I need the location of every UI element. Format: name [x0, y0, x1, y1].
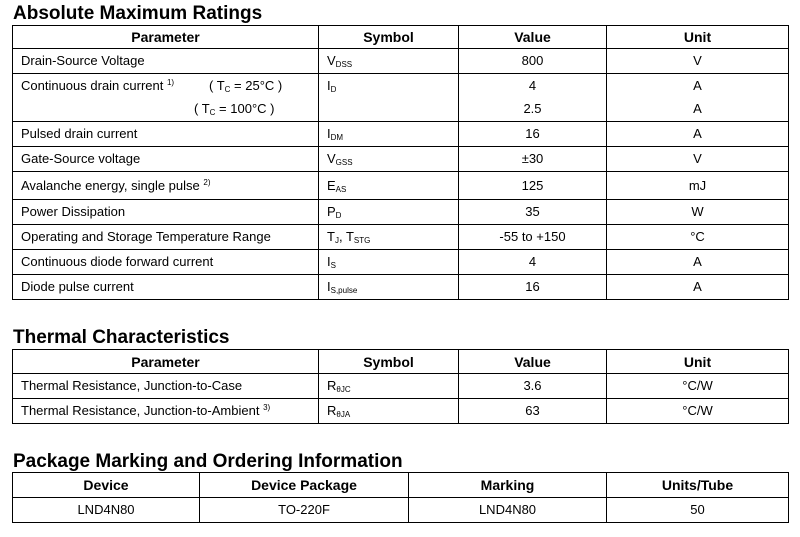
symbol-cell: $E_{AS}$: [319, 172, 459, 200]
header-parameter: Parameter: [13, 350, 319, 374]
amr-header-row: [13, 26, 789, 49]
header-value: Value: [459, 350, 607, 374]
header-device-package: Device Package: [200, 473, 409, 498]
unit-cell: mJ: [607, 172, 789, 200]
value-cell: 125: [459, 172, 607, 200]
units-cell: 50: [607, 498, 789, 523]
unit-cell: °C/W: [607, 399, 789, 424]
value-cell: ±30: [459, 147, 607, 172]
param-cell: Diode pulse current: [13, 275, 319, 300]
symbol-cell: $I_D$: [319, 74, 459, 98]
param-cell: Gate-Source voltage: [13, 147, 319, 172]
condition-label: ( $T_C = 25^\circ C$ ): [209, 78, 283, 94]
value-cell: 63: [459, 399, 607, 424]
value-cell: 16: [459, 122, 607, 147]
symbol-cell: $V_{GSS}$: [319, 147, 459, 172]
value-cell: 16: [459, 275, 607, 300]
table-row: [13, 122, 789, 147]
table-row: [13, 172, 789, 200]
condition-label: ( $T_C = 100^\circ C$ ): [194, 100, 275, 117]
package-header-row: [13, 473, 789, 498]
unit-cell: A: [607, 250, 789, 275]
param-cell: Continuous drain current $^{1)}$ ( $T_C = 25^\circ C$ ): [13, 74, 319, 98]
table-row: [13, 374, 789, 399]
unit-cell: A: [607, 74, 789, 98]
amr-table: [12, 25, 789, 300]
value-cell: 800: [459, 49, 607, 74]
section-title-amr: Absolute Maximum Ratings: [13, 3, 263, 24]
unit-cell: V: [607, 49, 789, 74]
value-cell: 3.6: [459, 374, 607, 399]
marking-cell: LND4N80: [409, 498, 607, 523]
param-cell: Thermal Resistance, Junction-to-Case: [13, 374, 319, 399]
value-cell: 4: [459, 74, 607, 98]
package-table: [12, 472, 789, 523]
header-units-tube: Units/Tube: [607, 473, 789, 498]
symbol-cell: $R_{\theta JA}$: [319, 399, 459, 424]
package-cell: TO-220F: [200, 498, 409, 523]
header-value: Value: [459, 26, 607, 49]
unit-cell: V: [607, 147, 789, 172]
value-cell: 35: [459, 200, 607, 225]
section-title-package: Package Marking and Ordering Information: [13, 451, 403, 472]
table-row: [13, 399, 789, 424]
unit-cell: °C: [607, 225, 789, 250]
header-symbol: Symbol: [319, 350, 459, 374]
thermal-header-row: [13, 350, 789, 374]
header-unit: Unit: [607, 350, 789, 374]
header-parameter: Parameter: [13, 26, 319, 49]
table-row: [13, 498, 789, 523]
param-cell: Drain-Source Voltage: [13, 49, 319, 74]
symbol-cell: $P_D$: [319, 200, 459, 225]
value-cell: 4: [459, 250, 607, 275]
table-row: [13, 74, 789, 98]
table-row: [13, 49, 789, 74]
header-symbol: Symbol: [319, 26, 459, 49]
unit-cell: A: [607, 275, 789, 300]
symbol-cell: $T_J$, $T_{STG}$: [319, 225, 459, 250]
symbol-cell: $I_{DM}$: [319, 122, 459, 147]
table-row: [13, 225, 789, 250]
value-cell: -55 to +150: [459, 225, 607, 250]
section-title-thermal: Thermal Characteristics: [13, 327, 230, 348]
unit-cell: °C/W: [607, 374, 789, 399]
value-cell: 2.5: [459, 98, 607, 122]
table-row: [13, 250, 789, 275]
header-device: Device: [13, 473, 200, 498]
param-cell: Avalanche energy, single pulse $^{2)}$: [13, 172, 319, 200]
table-row: [13, 98, 789, 122]
symbol-cell: $V_{DSS}$: [319, 49, 459, 74]
table-row: [13, 200, 789, 225]
param-cell: Continuous diode forward current: [13, 250, 319, 275]
symbol-cell: $R_{\theta JC}$: [319, 374, 459, 399]
table-row: [13, 275, 789, 300]
symbol-cell: $I_S$: [319, 250, 459, 275]
param-cell: [13, 98, 319, 122]
header-unit: Unit: [607, 26, 789, 49]
device-cell: LND4N80: [13, 498, 200, 523]
param-cell: Operating and Storage Temperature Range: [13, 225, 319, 250]
unit-cell: A: [607, 98, 789, 122]
symbol-cell: [319, 98, 459, 122]
thermal-table: [12, 349, 789, 424]
param-cell: Power Dissipation: [13, 200, 319, 225]
header-marking: Marking: [409, 473, 607, 498]
unit-cell: A: [607, 122, 789, 147]
param-cell: Thermal Resistance, Junction-to-Ambient $^{3)}$: [13, 399, 319, 424]
param-cell: Pulsed drain current: [13, 122, 319, 147]
unit-cell: W: [607, 200, 789, 225]
symbol-cell: $I_{S,pulse}$: [319, 275, 459, 300]
table-row: [13, 147, 789, 172]
